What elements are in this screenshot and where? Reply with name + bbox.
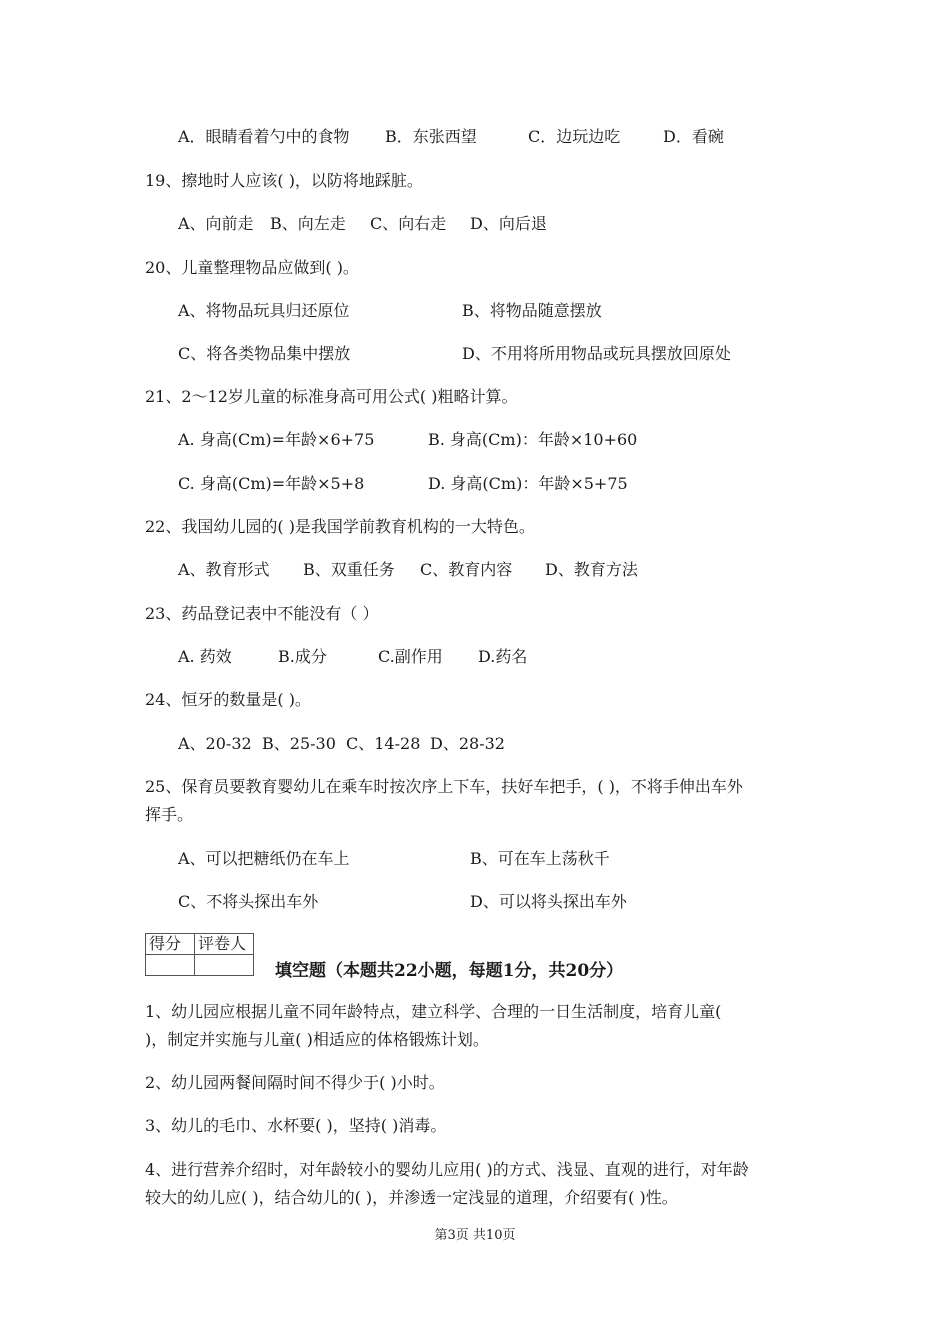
- score-box: [145, 933, 254, 976]
- q23-option-c: C.副作用: [378, 647, 443, 666]
- q22-option-d: D、教育方法: [545, 560, 638, 579]
- grader-cell: [195, 955, 254, 976]
- fill-4-line2: 较大的幼儿应( )，结合幼儿的( )，并渗透一定浅显的道理，介绍要有( )性。: [145, 1188, 678, 1207]
- fill-4-line1: 4、进行营养介绍时，对年龄较小的婴幼儿应用( )的方式、浅显、直观的进行，对年龄: [145, 1160, 749, 1179]
- q19-stem: 19、擦地时人应该( )，以防将地踩脏。: [145, 171, 423, 190]
- q23-option-a: A. 药效: [178, 647, 232, 666]
- q21-stem: 21、2～12岁儿童的标准身高可用公式( )粗略计算。: [145, 387, 518, 406]
- q25-stem-line1: 25、保育员要教育婴幼儿在乘车时按次序上下车，扶好车把手，( )，不将手伸出车外: [145, 777, 743, 796]
- q21-option-d: D. 身高(Cm)：年龄×5+75: [428, 474, 628, 493]
- q20-option-a: A、将物品玩具归还原位: [178, 301, 350, 320]
- fill-2: 2、幼儿园两餐间隔时间不得少于( )小时。: [145, 1073, 445, 1092]
- q19-option-a: A、向前走: [178, 214, 254, 233]
- q25-option-b: B、可在车上荡秋千: [470, 849, 610, 868]
- q21-option-c: C. 身高(Cm)=年龄×5+8: [178, 474, 365, 493]
- q19-option-c: C、向右走: [370, 214, 447, 233]
- q18-option-a: A．眼睛看着勺中的食物: [178, 127, 350, 146]
- q25-option-c: C、不将头探出车外: [178, 892, 319, 911]
- q24-option-c: C、14-28: [346, 734, 421, 753]
- q24-option-a: A、20-32: [178, 734, 252, 753]
- q22-option-a: A、教育形式: [178, 560, 270, 579]
- q18-option-b: B．东张西望: [385, 127, 477, 146]
- q22-option-c: C、教育内容: [420, 560, 513, 579]
- q22-stem: 22、我国幼儿园的( )是我国学前教育机构的一大特色。: [145, 517, 535, 536]
- score-label: 得分: [146, 934, 195, 955]
- q18-option-c: C．边玩边吃: [528, 127, 621, 146]
- score-cell: [146, 955, 195, 976]
- q22-option-b: B、双重任务: [303, 560, 395, 579]
- q19-option-d: D、向后退: [470, 214, 547, 233]
- q25-option-d: D、可以将头探出车外: [470, 892, 627, 911]
- q23-option-d: D.药名: [478, 647, 528, 666]
- q23-option-b: B.成分: [278, 647, 327, 666]
- fill-1-line2: )，制定并实施与儿童( )相适应的体格锻炼计划。: [145, 1030, 489, 1049]
- q19-option-b: B、向左走: [270, 214, 346, 233]
- page-footer: 第3页 共10页: [434, 1228, 516, 1243]
- q24-option-b: B、25-30: [262, 734, 336, 753]
- q25-stem-line2: 挥手。: [145, 805, 194, 824]
- section-title: 填空题（本题共22小题，每题1分，共20分）: [275, 961, 624, 981]
- fill-1-line1: 1、幼儿园应根据儿童不同年龄特点，建立科学、合理的一日生活制度，培育儿童(: [145, 1002, 722, 1021]
- q23-stem: 23、药品登记表中不能没有（ ）: [145, 604, 379, 623]
- q21-option-b: B. 身高(Cm)：年龄×10+60: [428, 430, 638, 449]
- q24-option-d: D、28-32: [430, 734, 505, 753]
- q21-option-a: A. 身高(Cm)=年龄×6+75: [178, 430, 375, 449]
- q20-option-c: C、将各类物品集中摆放: [178, 344, 351, 363]
- q18-option-d: D．看碗: [663, 127, 724, 146]
- q20-stem: 20、儿童整理物品应做到( )。: [145, 258, 359, 277]
- q20-option-d: D、不用将所用物品或玩具摆放回原处: [462, 344, 731, 363]
- q25-option-a: A、可以把糖纸仍在车上: [178, 849, 350, 868]
- q20-option-b: B、将物品随意摆放: [462, 301, 602, 320]
- q24-stem: 24、恒牙的数量是( )。: [145, 690, 311, 709]
- fill-3: 3、幼儿的毛巾、水杯要( )，坚持( )消毒。: [145, 1116, 447, 1135]
- grader-label: 评卷人: [195, 934, 254, 955]
